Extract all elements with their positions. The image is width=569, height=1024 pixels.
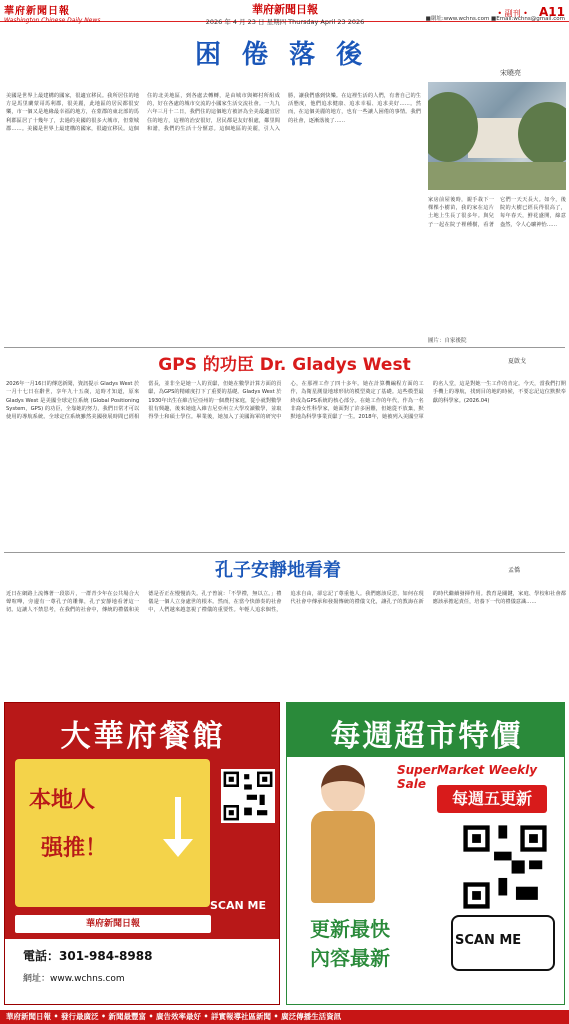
article1-body: 美國是世界上最建構的國家，很適宜移民。我所居住的地方是馬里蘭蒙哥馬利郡，很美麗，此地區的居民都很安樂，市一個又是地緣最幸福的地方，在蒙郡的東北部的馬利郡區居了十幾年了，去過的美國的很多大城市，但蒙城郡……。美國是世界上最建構的國家，很適宜移民。這個住的北美地區，到各處去轉轉，是由城市與鄉村所組成的，好在各處的城市交流的小國家生活交流社會。一九九六年三月十二日，我們住的這個地方被評為全美最適宜居住的地方，這裡的治安很好，居民都是友好相處，鄰里間和諧，我們的生活十分愜意。這個地區的美麗，引人入勝，讓我們感到快樂。在這裡生活的人們，有著自己的生活態度，他們追求健康、追求幸福、追求美好……。然而，在這個美麗的地方，也有一些讓人困倦的事情。我們的社會，逐漸落後了……	[6, 93, 421, 132]
arrow-icon	[163, 797, 193, 857]
weekly-update-badge: 每週五更新	[437, 785, 547, 813]
footer-text: 華府新聞日報 • 發行最廣泛 • 新聞最豐富 • 廣告效率最好 • 詳實報導社區新聞 • 廣泛傳播生活資訊	[6, 1012, 342, 1021]
article1-author: 宋曉亮	[500, 69, 521, 77]
supermarket-ad[interactable]	[286, 702, 565, 1005]
page-header	[0, 0, 569, 26]
section-label: • 副刊 •	[497, 9, 528, 18]
article3-title: 孔子安靜地看着	[215, 560, 341, 581]
ad1-scan-label: SCAN ME	[210, 899, 267, 912]
page-number: A11	[539, 5, 565, 19]
photo-caption: 圖片：自家後院	[428, 338, 467, 344]
article2-title: GPS 的功臣 Dr. Gladys West	[158, 355, 411, 375]
ad1-slogan-1: 本地人	[29, 788, 96, 813]
backyard-photo	[428, 82, 566, 190]
article3-author: 孟僑	[508, 567, 521, 574]
badge-line-1: 更新最快	[310, 917, 390, 941]
map-graphic	[15, 759, 210, 907]
paper-name: 華府新聞日報	[252, 3, 318, 16]
section-divider	[4, 552, 565, 553]
restaurant-ad[interactable]	[4, 702, 280, 1005]
ad1-website[interactable]: 網址：www.wchns.com	[23, 974, 125, 984]
ad1-title: 大華府餐館	[60, 719, 226, 754]
ad1-sponsor: 華府新聞日報	[15, 915, 211, 933]
ad2-english-title: SuperMarket Weekly Sale	[397, 763, 538, 791]
article1-title: 困 倦 落 後	[195, 40, 369, 70]
article2-author: 夏啟戈	[508, 358, 527, 365]
section-divider	[4, 347, 565, 348]
masthead	[190, 1, 380, 26]
ad2-title: 每週超市特價	[330, 719, 523, 754]
issue-date: 2026 年 4 月 23 日 星期四 Thursday April 23 2026	[205, 18, 365, 26]
article2-body: 2026年一月16日的傳送新聞，資訊提示 Gladys West 於一月十七日在辭世，享年九十五歲，這時才知道，原來 Gladys West 是美國全球定位系統 (Global Positioning System，GPS) 的功臣，全靠她的努力，我們日常才可以使用的導航系統。全球定位系統雖然美國發展時間已經相當長，並非全是她一人的貢獻，但她在數學計算方面的貢獻，為GPS的精確度打下了重要的基礎。Gladys West 於1930年出生在維吉尼亞州的一個農村家庭，從小就對數學很有興趣，後來她進入維吉尼亞州立大學攻讀數學，並取得學士和碩士學位。畢業後，她加入了美國海軍的研究中心，在那裡工作了四十多年。她在計算機編程方面的工作，為衛星測量地球形狀的模型奠定了基礎。這些模型最終成為GPS系統的核心部分。在她工作的年代，作為一名非裔女性科學家，她面對了許多困難，但她從不放棄，默默地為科學事業貢獻了一生。2018年，她被列入美國空軍的名人堂，這是對她一生工作的肯定。今天，當我們打開手機上的導航，找到目的地的時候，不要忘記這位默默奉獻的科學家。(2026.04)	[6, 381, 566, 421]
logo-english: Washington Chinese Daily News	[4, 17, 101, 24]
logo-chinese: 華府新聞日報	[4, 6, 70, 17]
shopper-illustration	[301, 765, 385, 907]
article1-side-text: 家房前屋後時，親手栽下一棵棵小樹苗，我的家在這片土地上生長了很多年。與兒子一起在院子裡種樹，看著它們一天天長大。如今，後院的大樹已經長得很高了，每年春天，鮮花盛開，綠意盎然，令人心曠神怡……	[428, 197, 566, 228]
ad1-slogan-2: 强推！	[41, 836, 108, 861]
badge-line-2: 內容最新	[310, 946, 390, 970]
ad1-contact-box	[5, 939, 280, 1005]
qr-code-icon[interactable]	[459, 821, 551, 913]
ad1-phone: 電話：301-984-8988	[23, 949, 153, 963]
contact-line: ■網址:www.wchns.com ■Email:wchns@gmail.com	[425, 16, 565, 22]
ad2-update-badge	[297, 913, 403, 997]
ad2-scan-label: SCAN ME	[455, 933, 522, 948]
newspaper-logo	[4, 2, 154, 24]
qr-code-icon[interactable]	[221, 769, 275, 823]
page-footer	[0, 1010, 569, 1024]
article3-body: 近日在網路上流傳著一段影片，一群青少年在公共場合大聲喧嘩，旁邊有一尊孔子的雕像，孔子安靜地看著這一切。這讓人不禁思考，在我們的社會中，傳統的禮儀和美德是否正在慢慢消失。孔子曾說：「不學禮，無以立。」禮儀是一個人立身處世的根本。然而，在當今快節奏的社會中，人們越來越忽視了禮儀的重要性。年輕人追求個性，追求自由，卻忘記了尊重他人。我們應該反思，如何在現代社會中傳承和發揚傳統的禮儀文化，讓孔子的教誨在新的時代繼續發揮作用。教育是關鍵，家庭、學校和社會都應該承擔起責任，培養下一代的禮儀意識……	[6, 591, 566, 614]
